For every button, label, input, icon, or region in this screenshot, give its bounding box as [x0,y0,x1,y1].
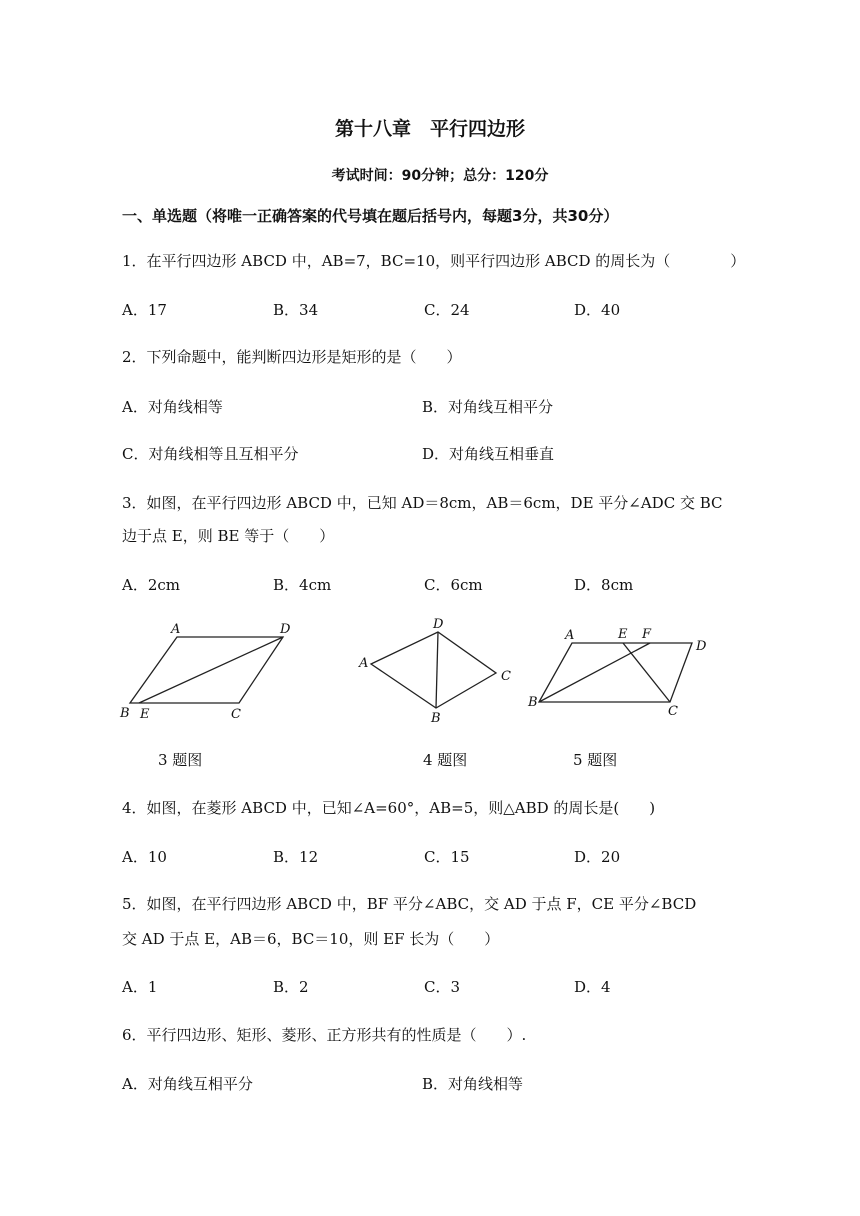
fig4-diagonal-bd [436,632,438,708]
fig3-label-c: C [231,707,241,722]
exam-meta: 考试时间：90分钟；总分：120分 [331,168,549,184]
fig5-segment-ce [623,643,670,702]
q2-option-a: A．对角线相等 [122,398,223,416]
q5-option-a: A．1 [122,978,158,996]
q1-option-d: D．40 [574,301,621,319]
q3-option-c: C．6cm [424,576,483,594]
question-6-stem: 6．平行四边形、矩形、菱形、正方形共有的性质是（ ）. [122,1026,527,1044]
q5-option-d: D．4 [574,978,611,996]
fig4-label-a: A [359,656,369,671]
q5-option-c: C．3 [424,978,461,996]
fig3-label-b: B [120,706,130,721]
fig5-parallelogram-abcd [539,643,692,702]
q3-option-a: A．2cm [122,576,181,594]
q4-option-c: C．15 [424,848,470,866]
q4-option-d: D．20 [574,848,621,866]
q2-option-b: B．对角线互相平分 [422,398,554,416]
question-4-stem: 4．如图，在菱形 ABCD 中，已知∠A=60°，AB=5，则△ABD 的周长是( ) [122,799,656,817]
question-3-stem-line2: 边于点 E，则 BE 等于（ ） [122,527,335,545]
fig5-label-d: D [696,639,707,654]
page-title: 第十八章 平行四边形 [334,118,525,140]
q6-option-a: A．对角线互相平分 [122,1075,253,1093]
q2-option-d: D．对角线互相垂直 [422,445,555,463]
fig5-label-b: B [528,695,538,710]
q1-option-a: A．17 [122,301,167,319]
question-3-stem-line1: 3．如图，在平行四边形 ABCD 中，已知 AD＝8cm，AB＝6cm，DE 平分∠ADC 交 BC [122,494,723,512]
q4-option-a: A．10 [122,848,167,866]
fig3-label-e: E [140,707,150,722]
figure-3-parallelogram [115,615,305,725]
q2-option-c: C．对角线相等且互相平分 [122,445,299,463]
fig4-rhombus-abcd [371,632,496,708]
figure-5-caption: 5 题图 [573,751,618,769]
fig4-label-b: B [431,711,441,726]
fig4-label-c: C [501,669,511,684]
fig5-label-e: E [618,627,628,642]
fig3-label-d: D [280,622,291,637]
question-5-stem-line2: 交 AD 于点 E，AB＝6，BC＝10，则 EF 长为（ ） [122,930,500,948]
fig5-label-a: A [565,628,575,643]
question-1-stem: 1．在平行四边形 ABCD 中，AB=7，BC=10，则平行四边形 ABCD 的周长为（ ） [122,252,746,270]
fig5-label-f: F [642,627,652,642]
figure-3-caption: 3 题图 [158,751,203,769]
q3-option-d: D．8cm [574,576,634,594]
figure-4-rhombus [355,612,520,727]
q6-option-b: B．对角线相等 [422,1075,524,1093]
figure-4-caption: 4 题图 [423,751,468,769]
q4-option-b: B．12 [273,848,319,866]
fig3-label-a: A [171,622,181,637]
q5-option-b: B．2 [273,978,309,996]
section-heading: 一、单选题（将唯一正确答案的代号填在题后括号内，每题3分，共30分） [122,207,619,225]
figure-5-parallelogram [522,622,722,717]
q3-option-b: B．4cm [273,576,332,594]
question-2-stem: 2．下列命题中，能判断四边形是矩形的是（ ） [122,348,462,366]
question-5-stem-line1: 5．如图，在平行四边形 ABCD 中，BF 平分∠ABC，交 AD 于点 F，CE 平分∠BCD [122,895,697,913]
q1-option-c: C．24 [424,301,470,319]
q1-option-b: B．34 [273,301,319,319]
fig4-label-d: D [433,617,444,632]
fig5-label-c: C [668,704,678,717]
